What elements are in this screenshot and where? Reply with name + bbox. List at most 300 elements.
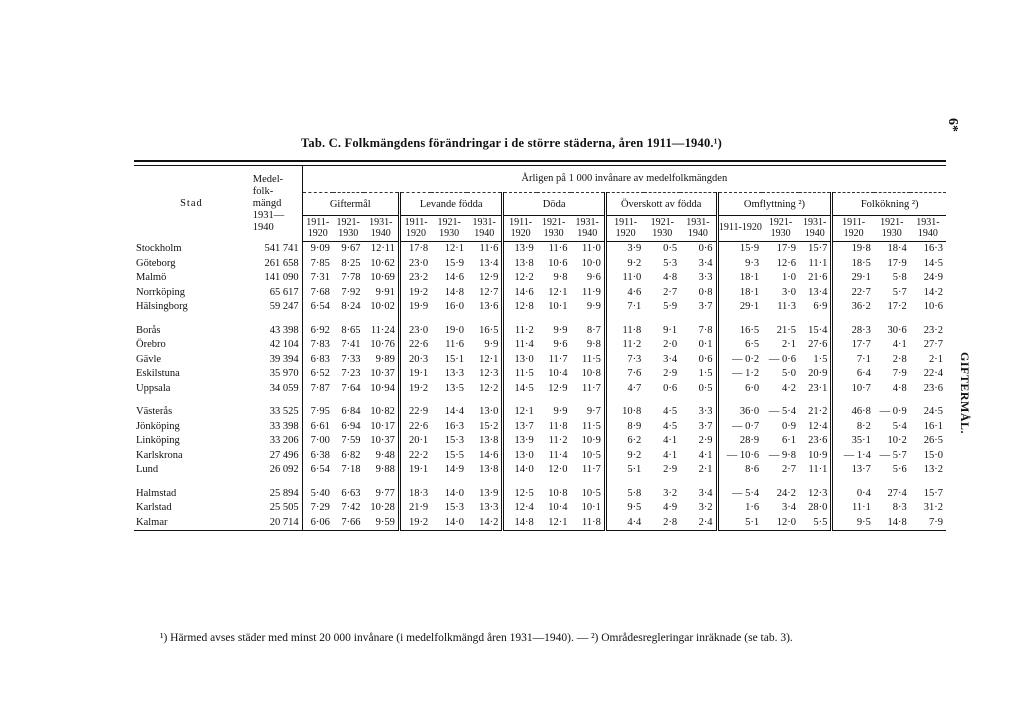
rate-cell: 11·2 xyxy=(514,324,534,336)
spacer-cell xyxy=(333,315,364,324)
rate-cell: 10·62 xyxy=(364,257,400,272)
population-cell: 26 092 xyxy=(249,463,302,478)
rate-cell: 7·1 xyxy=(627,301,642,312)
rate-cell: 14·8 xyxy=(444,286,465,298)
year-header: 1931-1940 xyxy=(910,216,946,242)
rate-cell: 12·1 xyxy=(548,286,568,298)
spacer-cell xyxy=(537,396,571,405)
rate-cell: 9·09 xyxy=(310,243,330,254)
rate-cell: 4·9 xyxy=(663,502,678,513)
rate-cell: 21·2 xyxy=(799,405,832,420)
spacer-cell xyxy=(249,396,302,405)
spacer-cell xyxy=(799,315,832,324)
rate-cell: 8·2 xyxy=(856,420,871,432)
rate-cell: 11·6 xyxy=(467,242,503,257)
year-header: 1921-1930 xyxy=(333,216,364,242)
rate-cell: 12·1 xyxy=(467,353,503,368)
rate-cell: 3·3 xyxy=(680,405,717,420)
rate-cell: 9·77 xyxy=(364,487,400,502)
rate-cell: — 5·4 xyxy=(768,406,797,417)
table-row xyxy=(134,367,946,382)
rate-cell: 3·2 xyxy=(663,487,678,499)
spacer-cell xyxy=(503,396,537,405)
year-header: 1931-1940 xyxy=(571,216,606,242)
rate-cell: 2·9 xyxy=(663,368,678,379)
rate-cell: 13·4 xyxy=(467,257,503,272)
rate-cell: 15·1 xyxy=(444,353,465,365)
rate-cell: 14·8 xyxy=(874,516,910,531)
medelfolkmangd-header: Medel-folk-mängd 1931—1940 xyxy=(249,166,302,242)
rate-cell: 8·65 xyxy=(341,324,361,336)
rate-cell: 9·3 xyxy=(745,257,760,269)
city-name: Jönköping xyxy=(136,420,180,432)
spacer-cell xyxy=(302,315,333,324)
rate-cell: 13·8 xyxy=(467,434,503,449)
row-spacer xyxy=(134,396,946,405)
rate-cell: 12·2 xyxy=(467,382,503,397)
rate-cell: 19·8 xyxy=(851,243,871,254)
city-name: Gävle xyxy=(136,353,162,365)
spacer-cell xyxy=(571,396,606,405)
rate-cell: 7·29 xyxy=(310,502,330,513)
table-row xyxy=(134,242,946,257)
year-header: 1921-1930 xyxy=(762,216,799,242)
rate-cell: 11·9 xyxy=(571,286,606,301)
rate-cell: 12·4 xyxy=(799,420,832,435)
rate-cell: 11·1 xyxy=(799,463,832,478)
rate-cell: 15·0 xyxy=(923,449,943,461)
rate-cell: 11·2 xyxy=(622,339,642,350)
rate-cell: 9·8 xyxy=(553,272,568,283)
rate-cell: 12·5 xyxy=(514,487,534,499)
spacer-cell xyxy=(364,396,400,405)
rate-cell: 15·7 xyxy=(799,242,832,257)
rate-cell: 23·6 xyxy=(799,434,832,449)
spacer-cell xyxy=(910,478,946,487)
table-row xyxy=(134,516,946,531)
rate-cell: 7·68 xyxy=(310,286,330,298)
rate-cell: 9·9 xyxy=(571,300,606,315)
rate-cell: 13·5 xyxy=(444,382,465,394)
rate-cell: 14·6 xyxy=(444,272,465,283)
spacer-cell xyxy=(431,478,467,487)
rate-cell: 12·9 xyxy=(467,271,503,286)
city-name: Stockholm xyxy=(136,242,182,254)
rate-cell: 10·7 xyxy=(851,382,871,394)
rate-cell: 9·5 xyxy=(627,502,642,513)
rate-cell: 5·9 xyxy=(663,301,678,312)
rate-cell: 11·3 xyxy=(777,301,797,312)
rate-cell: — 0·9 xyxy=(879,406,907,417)
spacer-cell xyxy=(249,478,302,487)
rate-cell: 14·9 xyxy=(444,464,465,475)
rate-cell: 3·4 xyxy=(663,353,678,365)
rate-cell: 23·6 xyxy=(923,382,943,394)
spacer-cell xyxy=(910,315,946,324)
city-name: Västerås xyxy=(136,406,173,417)
rate-cell: 6·06 xyxy=(302,516,333,531)
rate-cell: 11·2 xyxy=(548,435,568,446)
rate-cell: 6·54 xyxy=(310,464,330,475)
rate-cell: 11·1 xyxy=(852,502,871,513)
rate-cell: 0·6 xyxy=(663,382,678,394)
rate-cell: 6·2 xyxy=(627,435,642,446)
rate-cell: 7·3 xyxy=(627,353,642,365)
rate-cell: 18·1 xyxy=(739,272,760,283)
rate-cell: 7·92 xyxy=(341,286,361,298)
rate-cell: 23·2 xyxy=(408,272,429,283)
year-header: 1921-1930 xyxy=(644,216,680,242)
rate-cell: 9·59 xyxy=(364,516,400,531)
rate-cell: 2·1 xyxy=(929,353,943,365)
rate-cell: 3·4 xyxy=(680,257,717,272)
year-header: 1911-1920 xyxy=(605,216,644,242)
rate-cell: 9·9 xyxy=(553,324,568,336)
rate-cell: 11·6 xyxy=(548,243,568,254)
rate-cell: 7·9 xyxy=(910,516,946,531)
rate-cell: 9·2 xyxy=(627,449,642,461)
rate-cell: 19·2 xyxy=(408,286,429,298)
rate-cell: 13·4 xyxy=(799,286,832,301)
year-header: 1931-1940 xyxy=(799,216,832,242)
rate-cell: 5·1 xyxy=(717,516,762,531)
rate-cell: 12·3 xyxy=(799,487,832,502)
rate-cell: 4·1 xyxy=(663,435,678,446)
year-header: 1911-1920 xyxy=(399,216,431,242)
spacer-cell xyxy=(832,315,874,324)
rate-cell: 3·9 xyxy=(627,243,642,254)
rate-cell: 5·0 xyxy=(782,368,797,379)
rate-cell: 4·1 xyxy=(663,449,678,461)
rate-cell: 0·6 xyxy=(680,353,717,368)
rate-cell: 13·3 xyxy=(444,368,465,379)
rate-cell: 10·6 xyxy=(548,257,568,269)
rate-cell: — 5·7 xyxy=(879,449,907,461)
rate-cell: 7·59 xyxy=(341,435,361,446)
rate-cell: 14·6 xyxy=(514,286,534,298)
rate-cell: 10·5 xyxy=(571,487,606,502)
rate-cell: 36·2 xyxy=(851,301,871,312)
rate-cell: 11·4 xyxy=(548,449,568,461)
rate-cell: 31·2 xyxy=(923,502,943,513)
rate-cell: 10·69 xyxy=(364,271,400,286)
rate-cell: 11·5 xyxy=(571,420,606,435)
rate-cell: 8·24 xyxy=(341,301,361,312)
rate-cell: 7·00 xyxy=(310,435,330,446)
rate-cell: 16·5 xyxy=(739,324,760,336)
population-cell: 27 496 xyxy=(249,449,302,464)
group-folkokning: Folkökning ²) xyxy=(832,193,946,216)
table-row xyxy=(134,353,946,368)
rate-cell: 3·4 xyxy=(782,502,797,513)
population-cell: 59 247 xyxy=(249,300,302,315)
rate-cell: 7·18 xyxy=(341,464,361,475)
rate-cell: 23·2 xyxy=(923,324,943,336)
rate-cell: 23·0 xyxy=(408,257,429,269)
rate-cell: 14·5 xyxy=(514,382,534,394)
rate-cell: 15·9 xyxy=(739,243,760,254)
group-doda: Döda xyxy=(503,193,605,216)
rate-cell: 6·5 xyxy=(745,339,760,350)
rate-cell: 28·0 xyxy=(799,501,832,516)
spacer-cell xyxy=(644,478,680,487)
city-name: Borås xyxy=(136,324,161,336)
rate-cell: 3·0 xyxy=(782,286,797,298)
rate-cell: 22·7 xyxy=(851,286,871,298)
rate-cell: 15·4 xyxy=(799,324,832,339)
spacer-cell xyxy=(134,315,249,324)
rate-cell: 7·33 xyxy=(341,353,361,365)
rate-cell: 14·0 xyxy=(431,516,467,531)
rate-cell: 14·6 xyxy=(467,449,503,464)
population-cell: 25 894 xyxy=(249,487,302,502)
footnote: ¹) Härmed avses städer med minst 20 000 invånare (i medelfolkmängd åren 1931—1940). — ²) Områdesregleringar inräknade (se tab. 3). xyxy=(160,632,793,644)
rate-cell: 6·94 xyxy=(341,420,361,432)
rate-cell: 24·5 xyxy=(923,406,943,417)
rate-cell: 15·3 xyxy=(444,435,465,446)
rate-cell: 2·7 xyxy=(782,464,797,475)
rate-cell: 11·8 xyxy=(571,516,606,531)
rate-cell: 8·3 xyxy=(892,502,907,513)
spacer-cell xyxy=(874,478,910,487)
rate-cell: 4·1 xyxy=(892,339,907,350)
rate-cell: 16·1 xyxy=(923,420,943,432)
rate-cell: 9·9 xyxy=(467,338,503,353)
rate-cell: 10·6 xyxy=(923,301,943,312)
city-name: Uppsala xyxy=(136,382,171,394)
rate-cell: 35·1 xyxy=(851,435,871,446)
population-cell: 25 505 xyxy=(249,501,302,516)
rate-cell: 14·0 xyxy=(514,464,534,475)
rate-cell: 16·3 xyxy=(444,420,465,432)
rate-cell: 4·8 xyxy=(892,382,907,394)
year-header: 1911-1920 xyxy=(717,216,762,242)
spacer-cell xyxy=(431,396,467,405)
rate-cell: 1·0 xyxy=(782,272,797,283)
rate-cell: 22·6 xyxy=(408,339,429,350)
spacer-cell xyxy=(874,396,910,405)
rate-cell: 3·4 xyxy=(680,487,717,502)
rate-cell: 13·7 xyxy=(851,464,871,475)
city-name: Örebro xyxy=(136,339,166,350)
rate-cell: 22·6 xyxy=(408,420,429,432)
rate-cell: 10·76 xyxy=(364,338,400,353)
rate-cell: 14·5 xyxy=(923,257,943,269)
table-row xyxy=(134,324,946,339)
rate-cell: 2·7 xyxy=(663,286,678,298)
rate-cell: 4·5 xyxy=(663,406,678,417)
rate-cell: 21·6 xyxy=(799,271,832,286)
spacer-cell xyxy=(762,478,799,487)
rate-cell: 7·41 xyxy=(341,339,361,350)
rate-cell: 16·3 xyxy=(923,243,943,254)
spacer-cell xyxy=(431,315,467,324)
city-name: Hälsingborg xyxy=(136,301,188,312)
rate-cell: 7·42 xyxy=(341,502,361,513)
table-row xyxy=(134,382,946,397)
rate-cell: 18·3 xyxy=(408,487,429,499)
rate-cell: 9·6 xyxy=(553,339,568,350)
rate-cell: 11·1 xyxy=(799,257,832,272)
population-cell: 65 617 xyxy=(249,286,302,301)
rate-cell: 46·8 xyxy=(851,406,871,417)
rate-cell: 28·3 xyxy=(851,324,871,336)
spacer-cell xyxy=(537,478,571,487)
rate-cell: 12·11 xyxy=(364,242,400,257)
spacer-cell xyxy=(680,478,717,487)
city-name: Kalmar xyxy=(134,516,249,531)
spacer-cell xyxy=(717,396,762,405)
city-name: Linköping xyxy=(136,435,180,446)
rate-cell: 12·8 xyxy=(514,301,534,312)
rate-cell: 13·2 xyxy=(923,464,943,475)
population-cell: 35 970 xyxy=(249,367,302,382)
rate-cell: 4·4 xyxy=(605,516,644,531)
rate-cell: 11·5 xyxy=(514,368,534,379)
city-name: Karlstad xyxy=(136,502,172,513)
rate-cell: 10·17 xyxy=(364,420,400,435)
rate-cell: 22·4 xyxy=(923,368,943,379)
rate-cell: 19·1 xyxy=(408,368,429,379)
rate-cell: 7·87 xyxy=(310,382,330,394)
rate-cell: 19·9 xyxy=(408,301,429,312)
rate-cell: 26·5 xyxy=(923,435,943,446)
spacer-cell xyxy=(680,315,717,324)
city-name: Malmö xyxy=(136,272,167,283)
table-row xyxy=(134,405,946,420)
spacer-cell xyxy=(571,315,606,324)
rate-cell: 12·0 xyxy=(548,464,568,475)
rate-cell: 14·2 xyxy=(923,286,943,298)
spacer-cell xyxy=(799,478,832,487)
population-cell: 20 714 xyxy=(249,516,302,531)
rate-cell: 4·1 xyxy=(680,449,717,464)
city-name: Göteborg xyxy=(136,257,176,269)
rate-cell: 6·92 xyxy=(310,324,330,336)
rate-cell: 2·8 xyxy=(644,516,680,531)
rate-cell: 13·0 xyxy=(467,405,503,420)
rate-cell: 29·1 xyxy=(851,272,871,283)
rate-cell: 6·52 xyxy=(310,368,330,379)
table-row xyxy=(134,300,946,315)
spacer-cell xyxy=(333,478,364,487)
rate-cell: 19·1 xyxy=(408,464,429,475)
year-header: 1921-1930 xyxy=(874,216,910,242)
rate-cell: 13·8 xyxy=(514,257,534,269)
rate-cell: 10·02 xyxy=(364,300,400,315)
rate-cell: 10·4 xyxy=(548,502,568,513)
population-cell: 33 206 xyxy=(249,434,302,449)
rate-cell: 3·3 xyxy=(680,271,717,286)
rate-cell: 0·4 xyxy=(856,487,871,499)
rate-cell: 6·1 xyxy=(782,435,797,446)
rate-cell: 3·7 xyxy=(680,300,717,315)
population-cell: 261 658 xyxy=(249,257,302,272)
rate-cell: 11·8 xyxy=(622,324,642,336)
rate-cell: — 10·6 xyxy=(726,449,760,461)
table-row xyxy=(134,338,946,353)
spacer-cell xyxy=(571,478,606,487)
rate-cell: — 0·6 xyxy=(768,353,797,365)
rate-cell: 1·5 xyxy=(799,353,832,368)
rate-cell: 1·6 xyxy=(745,502,760,513)
year-header: 1921-1930 xyxy=(537,216,571,242)
rate-cell: 5·4 xyxy=(892,420,907,432)
rate-cell: 18·4 xyxy=(887,243,907,254)
rate-cell: 8·9 xyxy=(627,420,642,432)
rate-cell: 11·0 xyxy=(571,242,606,257)
rate-cell: 2·4 xyxy=(680,516,717,531)
rate-cell: 10·0 xyxy=(571,257,606,272)
population-cell: 33 525 xyxy=(249,405,302,420)
rate-cell: 6·84 xyxy=(341,406,361,417)
rate-cell: 8·7 xyxy=(571,324,606,339)
rate-cell: 9·88 xyxy=(364,463,400,478)
spacer-cell xyxy=(399,396,431,405)
year-header: 1921-1930 xyxy=(431,216,467,242)
spacer-cell xyxy=(302,396,333,405)
population-cell: 42 104 xyxy=(249,338,302,353)
table-title: Tab. C. Folkmängdens förändringar i de större städerna, åren 1911—1940.¹) xyxy=(301,136,723,150)
rate-cell: 9·5 xyxy=(832,516,874,531)
table-row xyxy=(134,449,946,464)
population-table xyxy=(134,160,946,531)
rate-cell: 14·8 xyxy=(503,516,537,531)
rate-cell: 13·0 xyxy=(514,353,534,365)
rate-cell: 7·9 xyxy=(892,368,907,379)
spacer-cell xyxy=(605,315,644,324)
rate-cell: 7·23 xyxy=(341,368,361,379)
rate-cell: 9·2 xyxy=(627,257,642,269)
rate-cell: 4·7 xyxy=(627,382,642,394)
spacer-cell xyxy=(762,315,799,324)
rate-cell: 22·2 xyxy=(408,449,429,461)
spacer-cell xyxy=(364,315,400,324)
rate-cell: 13·9 xyxy=(514,435,534,446)
rate-cell: 17·8 xyxy=(408,243,429,254)
spacer-cell xyxy=(644,315,680,324)
rate-cell: 11·24 xyxy=(364,324,400,339)
spacer-cell xyxy=(399,315,431,324)
year-header: 1911-1920 xyxy=(302,216,333,242)
table-row xyxy=(134,257,946,272)
year-header: 1931-1940 xyxy=(467,216,503,242)
rate-cell: 9·89 xyxy=(364,353,400,368)
rate-cell: 2·1 xyxy=(782,339,797,350)
rate-cell: 11·5 xyxy=(571,353,606,368)
population-cell: 141 090 xyxy=(249,271,302,286)
rate-cell: 13·0 xyxy=(514,449,534,461)
rate-cell: — 5·4 xyxy=(732,487,760,499)
rate-cell: 12·1 xyxy=(444,243,465,254)
rate-cell: 0·5 xyxy=(663,243,678,254)
rate-cell: 6·9 xyxy=(799,300,832,315)
rate-cell: 2·1 xyxy=(680,463,717,478)
rate-cell: 19·2 xyxy=(399,516,431,531)
rate-cell: — 1·2 xyxy=(732,368,760,379)
rate-cell: — 0·7 xyxy=(732,420,760,432)
rate-cell: 15·5 xyxy=(444,449,465,461)
rate-cell: 10·37 xyxy=(364,434,400,449)
population-cell: 43 398 xyxy=(249,324,302,339)
spacer-cell xyxy=(799,396,832,405)
rate-cell: 12·7 xyxy=(467,286,503,301)
rate-cell: 27·4 xyxy=(887,487,907,499)
population-cell: 541 741 xyxy=(249,242,302,257)
rate-cell: 19·2 xyxy=(408,382,429,394)
rate-cell: 5·3 xyxy=(663,257,678,269)
rate-cell: 13·6 xyxy=(467,300,503,315)
